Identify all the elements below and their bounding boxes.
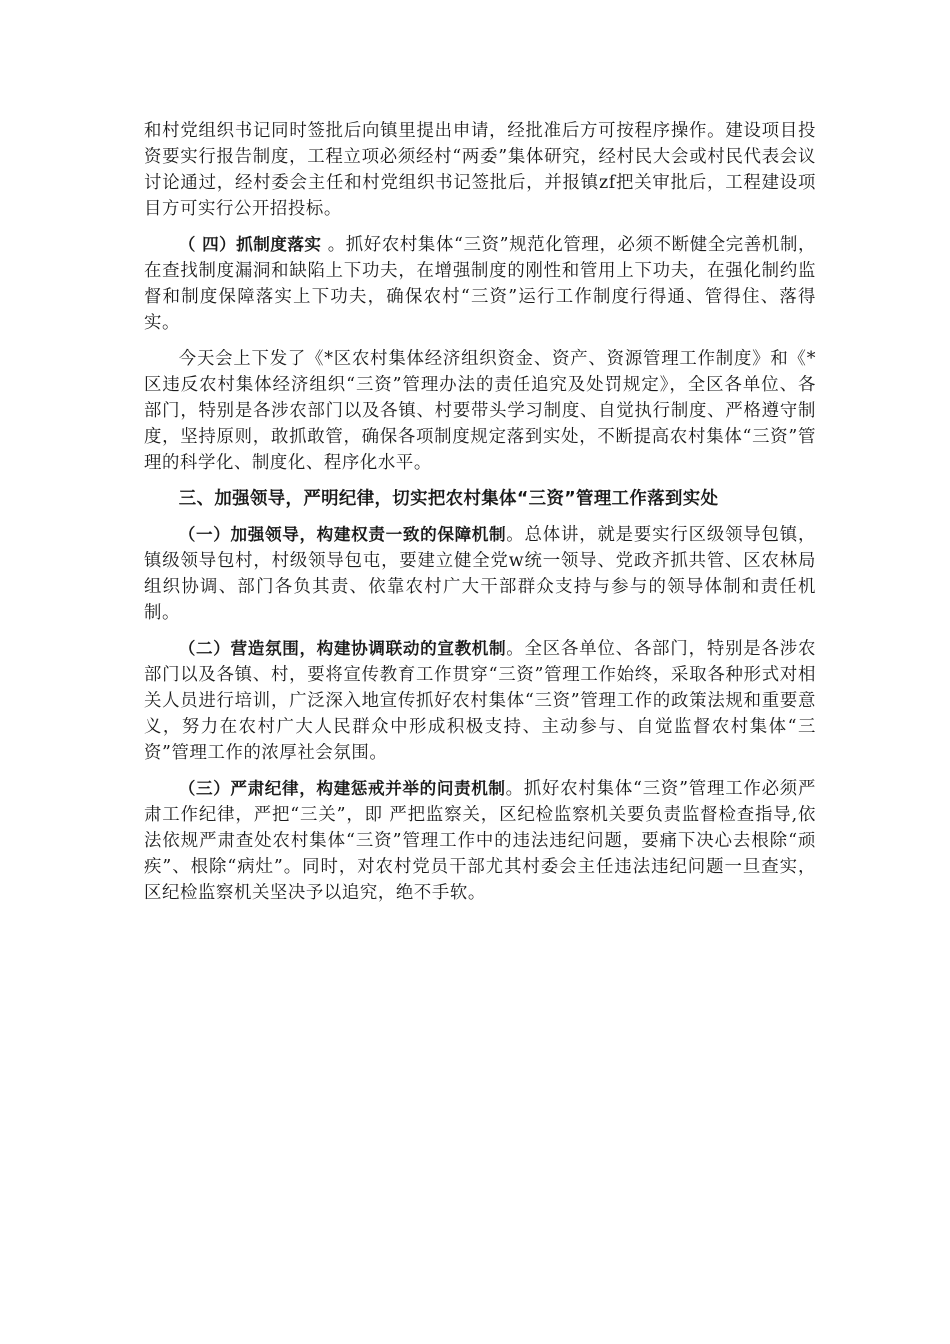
paragraph-strengthen-leadership: [144, 522, 816, 626]
subheading-institution-implementation: （ 四）抓制度落实: [178, 235, 328, 254]
document-page: [144, 118, 816, 916]
paragraph-strict-discipline: [144, 776, 816, 906]
paragraph-institution-implementation: [144, 232, 816, 336]
paragraph-body: 。全区各单位、各部门，特别是各涉农部门以及各镇、村，要将宣传教育工作贯穿“三资”管理工作始终，采取各种形式对相关人员进行培训，广泛深入地宣传抓好农村集体“三资”管理工作的政策法规和重要意义，努力在农村广大人民群众中形成积极支持、主动参与、自觉监督农村集体“三资”管理工作的浓厚社会氛围。: [144, 639, 816, 763]
paragraph-issued-regulations: 今天会上下发了《*区农村集体经济组织资金、资产、资源管理工作制度》和《*区违反农村集体经济组织“三资”管理办法的责任追究及处罚规定》，全区各单位、各部门，特别是各涉农部门以及各镇、村要带头学习制度、自觉执行制度、严格遵守制度，坚持原则，敢抓敢管，确保各项制度规定落到实处，不断提高农村集体“三资”管理的科学化、制度化、程序化水平。: [144, 349, 816, 473]
subheading-strengthen-leadership: （一）加强领导，构建权责一致的保障机制: [178, 525, 507, 544]
paragraph-body: 。抓好农村集体“三资”规范化管理，必须不断健全完善机制，在查找制度漏洞和缺陷上下功夫，在增强制度的刚性和管用上下功夫，在强化制约监督和制度保障落实上下功夫，确保农村“三资”运行工作制度行得通、管得住、落得实。: [144, 235, 816, 333]
section-heading-three: 三、加强领导，严明纪律，切实把农村集体“三资”管理工作落到实处: [178, 489, 719, 509]
subheading-strict-discipline: （三）严肃纪律，构建惩戒并举的问责机制: [178, 779, 506, 798]
paragraph-body: 。总体讲，就是要实行区级领导包镇，镇级领导包村，村级领导包屯，要建立健全党w统一领导、党政齐抓共管、区农林局组织协调、部门各负其责、依靠农村广大干部群众支持与参与的领导体制和责任机制。: [144, 525, 816, 623]
subheading-create-atmosphere: （二）营造氛围，构建协调联动的宣教机制: [178, 639, 507, 658]
paragraph-body: 。抓好农村集体“三资”管理工作必须严肃工作纪律，严把“三关”，即 严把监察关，区纪检监察机关要负责监督检查指导,依法依规严肃查处农村集体“三资”管理工作中的违法违纪问题，要痛下决心去根除“顽疾”、根除“病灶”。同时，对农村党员干部尤其村委会主任违法违纪问题一旦查实，区纪检监察机关坚决予以追究，绝不手软。: [144, 779, 816, 903]
paragraph-approval-procedure: 和村党组织书记同时签批后向镇里提出申请，经批准后方可按程序操作。建设项目投资要实行报告制度，工程立项必须经村“两委”集体研究，经村民大会或村民代表会议讨论通过，经村委会主任和村党组织书记签批后，并报镇zf把关审批后，工程建设项目方可实行公开招投标。: [144, 121, 816, 219]
paragraph-create-atmosphere: [144, 636, 816, 766]
